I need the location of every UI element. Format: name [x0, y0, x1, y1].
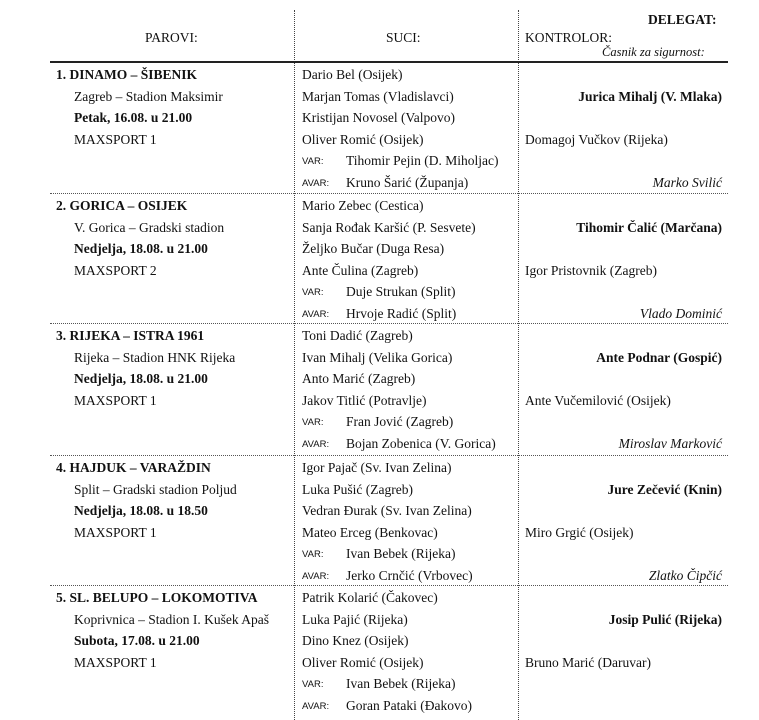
referee-name: Oliver Romić (Osijek): [302, 654, 424, 670]
match-title: 5. SL. BELUPO – LOKOMOTIVA: [56, 590, 258, 605]
avar-label: AVAR:: [302, 309, 330, 320]
var-label: VAR:: [302, 417, 324, 429]
header-parovi: PAROVI:: [145, 30, 198, 45]
column-divider-2: [518, 10, 519, 720]
match-venue: Rijeka – Stadion HNK Rijeka: [74, 349, 236, 365]
match-separator: [50, 585, 728, 586]
delegat-name: Jurica Mihalj (V. Mlaka): [578, 88, 722, 104]
referee-name: Anto Marić (Zagreb): [302, 371, 416, 387]
avar-referee: Goran Pataki (Đakovo): [346, 698, 472, 713]
match-venue: V. Gorica – Gradski stadion: [74, 219, 225, 235]
var-referee: Fran Jović (Zagreb): [346, 414, 454, 430]
var-referee: Tihomir Pejin (D. Miholjac): [346, 153, 499, 169]
kontrolor-name: Igor Pristovnik (Zagreb): [525, 262, 657, 278]
column-divider-1: [294, 10, 295, 720]
referee-name: Sanja Rođak Karšić (P. Sesvete): [302, 219, 476, 235]
var-referee: Ivan Bebek (Rijeka): [346, 546, 456, 562]
referee-name: Jakov Titlić (Potravlje): [302, 392, 427, 408]
match-date: Nedjelja, 18.08. u 21.00: [74, 241, 208, 257]
avar-label: AVAR:: [302, 178, 330, 189]
avar-referee: Jerko Crnčić (Vrbovec): [346, 568, 473, 583]
match-title: 1. DINAMO – ŠIBENIK: [56, 67, 198, 82]
match-venue: Split – Gradski stadion Poljud: [74, 481, 237, 497]
match-title: 3. RIJEKA – ISTRA 1961: [56, 328, 205, 343]
match-separator: [50, 323, 728, 324]
referee-name: Kristijan Novosel (Valpovo): [302, 110, 455, 126]
var-label: VAR:: [302, 549, 324, 561]
header-suci: SUCI:: [386, 30, 421, 45]
header-rule: [50, 61, 728, 63]
delegat-name: Ante Podnar (Gospić): [596, 349, 722, 365]
match-title: 2. GORICA – OSIJEK: [56, 198, 188, 213]
match-separator: [50, 193, 728, 194]
referee-name: Željko Bučar (Duga Resa): [302, 241, 445, 257]
match-tv: MAXSPORT 1: [74, 654, 157, 670]
delegat-name: Jure Zečević (Knin): [607, 481, 722, 497]
match-tv: MAXSPORT 2: [74, 262, 157, 278]
match-tv: MAXSPORT 1: [74, 524, 157, 540]
referee-name: Luka Pajić (Rijeka): [302, 611, 408, 627]
kontrolor-name: Ante Vučemilović (Osijek): [525, 392, 671, 408]
referee-name: Oliver Romić (Osijek): [302, 131, 424, 147]
header-casnik: Časnik za sigurnost:: [602, 45, 705, 59]
avar-label: AVAR:: [302, 439, 330, 450]
match-separator: [50, 455, 728, 456]
var-referee: Ivan Bebek (Rijeka): [346, 676, 456, 692]
referee-name: Ante Čulina (Zagreb): [302, 262, 419, 278]
referee-name: Dario Bel (Osijek): [302, 67, 403, 82]
header-delegat: DELEGAT:: [648, 12, 717, 27]
var-label: VAR:: [302, 156, 324, 168]
match-title: 4. HAJDUK – VARAŽDIN: [56, 460, 211, 475]
var-label: VAR:: [302, 679, 324, 691]
match-tv: MAXSPORT 1: [74, 392, 157, 408]
casnik-name: Vlado Dominić: [639, 306, 722, 321]
referee-name: Vedran Đurak (Sv. Ivan Zelina): [302, 503, 472, 519]
casnik-name: Marko Svilić: [652, 175, 722, 190]
kontrolor-name: Domagoj Vučkov (Rijeka): [525, 131, 668, 147]
match-date: Nedjelja, 18.08. u 18.50: [74, 503, 208, 519]
avar-label: AVAR:: [302, 701, 330, 712]
referee-name: Ivan Mihalj (Velika Gorica): [302, 349, 453, 365]
avar-referee: Kruno Šarić (Županja): [346, 175, 469, 190]
kontrolor-name: Bruno Marić (Daruvar): [525, 654, 651, 670]
referee-name: Luka Pušić (Zagreb): [302, 481, 413, 497]
match-venue: Koprivnica – Stadion I. Kušek Apaš: [74, 611, 269, 627]
referee-name: Dino Knez (Osijek): [302, 633, 409, 649]
referee-name: Toni Dadić (Zagreb): [302, 328, 413, 343]
casnik-name: Zlatko Čipčić: [648, 568, 722, 583]
match-date: Petak, 16.08. u 21.00: [74, 110, 193, 126]
match-date: Nedjelja, 18.08. u 21.00: [74, 371, 208, 387]
referee-name: Mario Zebec (Cestica): [302, 198, 424, 213]
casnik-name: Miroslav Marković: [618, 436, 722, 451]
referee-name: Mateo Erceg (Benkovac): [302, 524, 438, 540]
match-date: Subota, 17.08. u 21.00: [74, 633, 200, 649]
delegat-name: Josip Pulić (Rijeka): [608, 611, 722, 627]
delegat-name: Tihomir Čalić (Marčana): [576, 219, 722, 235]
header-kontrolor: KONTROLOR:: [525, 30, 612, 45]
var-label: VAR:: [302, 287, 324, 299]
referee-name: Marjan Tomas (Vladislavci): [302, 88, 454, 104]
match-tv: MAXSPORT 1: [74, 131, 157, 147]
kontrolor-name: Miro Grgić (Osijek): [525, 524, 634, 540]
referee-name: Patrik Kolarić (Čakovec): [302, 590, 438, 605]
var-referee: Duje Strukan (Split): [346, 284, 456, 300]
avar-referee: Hrvoje Radić (Split): [346, 306, 457, 321]
avar-referee: Bojan Zobenica (V. Gorica): [346, 436, 496, 451]
avar-label: AVAR:: [302, 571, 330, 582]
referee-name: Igor Pajač (Sv. Ivan Zelina): [302, 460, 452, 475]
match-venue: Zagreb – Stadion Maksimir: [74, 88, 223, 104]
